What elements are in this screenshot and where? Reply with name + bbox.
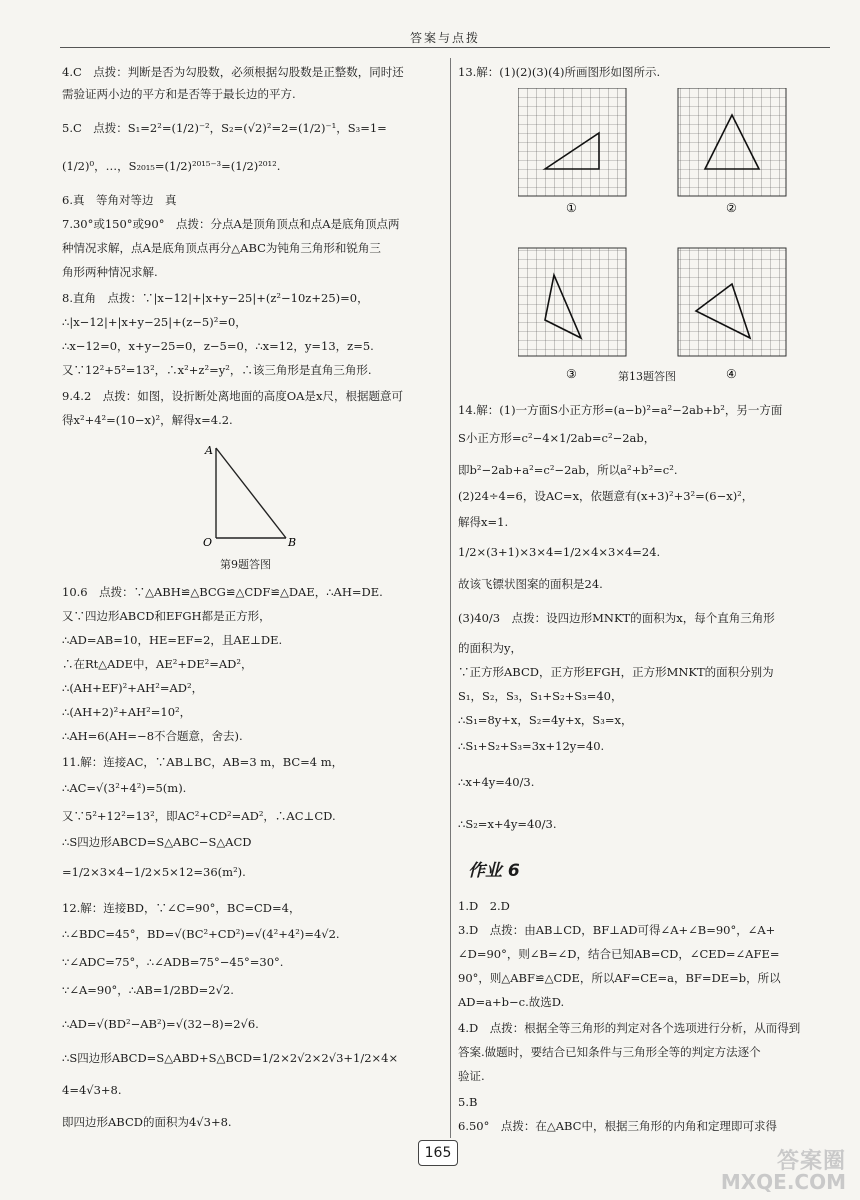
text-line: (1/2)⁰，…，S₂₀₁₅=(1/2)²⁰¹⁵⁻³=(1/2)²⁰¹². bbox=[62, 159, 281, 173]
text-line: S₁，S₂，S₃，S₁+S₂+S₃=40， bbox=[458, 689, 623, 703]
text-line: 又∵12²+5²=13²，∴x²+z²=y²，∴该三角形是直角三角形. bbox=[62, 363, 372, 377]
text-line: ∴x−12=0，x+y−25=0，z−5=0，∴x=12，y=13，z=5. bbox=[62, 339, 374, 353]
text-line: ∴AD=√(BD²−AB²)=√(32−8)=2√6. bbox=[62, 1017, 259, 1031]
figure-9-caption: 第9题答图 bbox=[220, 558, 271, 571]
text-line: 即四边形ABCD的面积为4√3+8. bbox=[62, 1115, 232, 1129]
text-line: ∵∠ADC=75°，∴∠ADB=75°−45°=30°. bbox=[62, 955, 284, 969]
text-line: ∴S₁=8y+x，S₂=4y+x，S₃=x， bbox=[458, 713, 633, 727]
grid-label-4: ④ bbox=[726, 367, 737, 381]
text-line: 8.直角 点拨：∵|x−12|+|x+y−25|+(z²−10z+25)=0， bbox=[62, 291, 369, 305]
grid-1 bbox=[518, 88, 626, 196]
text-line: 解得x=1. bbox=[458, 515, 509, 529]
text-line: 13.解：(1)(2)(3)(4)所画图形如图所示. bbox=[458, 65, 661, 79]
text-line: ∴(AH+2)²+AH²=10²， bbox=[62, 705, 192, 719]
grid-2 bbox=[678, 88, 786, 196]
text-line: (2)24÷4=6，设AC=x，依题意有(x+3)²+3²=(6−x)²， bbox=[458, 489, 754, 503]
text-line: ∴∠BDC=45°，BD=√(BC²+CD²)=√(4²+4²)=4√2. bbox=[62, 927, 340, 941]
text-line: ∴AD=AB=10，HE=EF=2，且AE⊥DE. bbox=[62, 633, 283, 647]
text-line: ∵∠A=90°，∴AB=1/2BD=2√2. bbox=[62, 983, 234, 997]
text-line: 14.解：(1)一方面S小正方形=(a−b)²=a²−2ab+b²，另一方面 bbox=[458, 403, 783, 417]
text-line: ∴AH=6(AH=−8不合题意，舍去). bbox=[62, 729, 243, 743]
text-line: ∠D=90°，则∠B=∠D，结合已知AB=CD，∠CED=∠AFE= bbox=[458, 947, 780, 961]
column-divider bbox=[450, 58, 451, 1138]
text-line: ∴在Rt△ADE中，AE²+DE²=AD²， bbox=[62, 657, 253, 671]
grid-4 bbox=[678, 248, 786, 356]
watermark-bottom: MXQE.COM bbox=[720, 1170, 846, 1194]
text-line: 的面积为y， bbox=[458, 641, 522, 655]
section-title: 作业 6 bbox=[468, 861, 520, 881]
figure-13-caption: 第13题答图 bbox=[618, 370, 676, 383]
text-line: 1/2×(3+1)×3×4=1/2×4×3×4=24. bbox=[458, 545, 661, 559]
text-line: 10.6 点拨：∵△ABH≌△BCG≌△CDF≌△DAE，∴AH=DE. bbox=[62, 585, 383, 599]
text-line: 1.D 2.D bbox=[458, 899, 510, 913]
text-line: 6.50° 点拨：在△ABC中，根据三角形的内角和定理即可求得 bbox=[458, 1119, 777, 1133]
text-line: 12.解：连接BD，∵∠C=90°，BC=CD=4， bbox=[62, 901, 301, 915]
text-line: 又∵四边形ABCD和EFGH都是正方形， bbox=[62, 609, 271, 623]
text-line: 4=4√3+8. bbox=[62, 1083, 122, 1097]
text-line: S小正方形=c²−4×1/2ab=c²−2ab， bbox=[458, 431, 656, 445]
text-line: 得x²+4²=(10−x)²，解得x=4.2. bbox=[62, 413, 233, 427]
grid-label-3: ③ bbox=[566, 367, 577, 381]
text-line: ∴S四边形ABCD=S△ABD+S△BCD=1/2×2√2×2√3+1/2×4× bbox=[62, 1051, 399, 1065]
text-line: AD=a+b−c.故选D. bbox=[458, 995, 565, 1009]
grid-label-1: ① bbox=[566, 201, 577, 215]
text-line: 种情况求解，点A是底角顶点再分△ABC为钝角三角形和锐角三 bbox=[62, 241, 381, 255]
page-header bbox=[60, 26, 830, 48]
text-line: 角形两种情况求解. bbox=[62, 265, 158, 279]
grid-label-2: ② bbox=[726, 201, 737, 215]
text-line: 4.C 点拨：判断是否为勾股数，必须根据勾股数是正整数，同时还 bbox=[62, 65, 404, 79]
figure-9-triangle bbox=[202, 440, 312, 550]
text-line: 需验证两小边的平方和是否等于最长边的平方. bbox=[62, 87, 296, 101]
text-line: ∵正方形ABCD，正方形EFGH，正方形MNKT的面积分别为 bbox=[458, 665, 774, 679]
text-line: 9.4.2 点拨：如图，设折断处离地面的高度OA是x尺，根据题意可 bbox=[62, 389, 403, 403]
watermark-top: 答案圈 bbox=[776, 1149, 846, 1174]
text-line: 4.D 点拨：根据全等三角形的判定对各个选项进行分析，从而得到 bbox=[458, 1021, 801, 1035]
text-line: ∴(AH+EF)²+AH²=AD²， bbox=[62, 681, 204, 695]
text-line: ∴S四边形ABCD=S△ABC−S△ACD bbox=[62, 835, 252, 849]
text-line: 11.解：连接AC，∵AB⊥BC，AB=3 m，BC=4 m， bbox=[62, 755, 344, 769]
text-line: =1/2×3×4−1/2×5×12=36(m²). bbox=[62, 865, 246, 879]
text-line: 故该飞镖状图案的面积是24. bbox=[458, 577, 603, 591]
grid-3 bbox=[518, 248, 626, 356]
header-title: 答案与点拨 bbox=[409, 31, 480, 45]
text-line: (3)40/3 点拨：设四边形MNKT的面积为x，每个直角三角形 bbox=[458, 611, 775, 625]
text-line: 7.30°或150°或90° 点拨：分点A是顶角顶点和点A是底角顶点两 bbox=[62, 217, 400, 231]
text-line: 5.B bbox=[458, 1095, 478, 1109]
text-line: 又∵5²+12²=13²，即AC²+CD²=AD²，∴AC⊥CD. bbox=[62, 809, 336, 823]
label-b: B bbox=[288, 536, 297, 549]
text-line: 验证. bbox=[458, 1069, 485, 1083]
label-a: A bbox=[205, 444, 213, 457]
text-line: 5.C 点拨：S₁=2²=(1/2)⁻²，S₂=(√2)²=2=(1/2)⁻¹，S₃=1= bbox=[62, 121, 387, 135]
text-line: ∴AC=√(3²+4²)=5(m). bbox=[62, 781, 187, 795]
watermark bbox=[720, 1149, 846, 1194]
text-line: 即b²−2ab+a²=c²−2ab，所以a²+b²=c². bbox=[458, 463, 678, 477]
text-line: 90°，则△ABF≌△CDE，所以AF=CE=a，BF=DE=b，所以 bbox=[458, 971, 781, 985]
text-line: 3.D 点拨：由AB⊥CD，BF⊥AD可得∠A+∠B=90°，∠A+ bbox=[458, 923, 776, 937]
text-line: ∴|x−12|+|x+y−25|+(z−5)²=0， bbox=[62, 315, 247, 329]
text-line: ∴S₂=x+4y=40/3. bbox=[458, 817, 557, 831]
text-line: ∴x+4y=40/3. bbox=[458, 775, 535, 789]
text-line: 6.真 等角对等边 真 bbox=[62, 193, 177, 207]
text-line: ∴S₁+S₂+S₃=3x+12y=40. bbox=[458, 739, 605, 753]
label-o: O bbox=[203, 536, 213, 549]
page-number: 165 bbox=[418, 1140, 458, 1166]
text-line: 答案.做题时，要结合已知条件与三角形全等的判定方法逐个 bbox=[458, 1045, 761, 1059]
